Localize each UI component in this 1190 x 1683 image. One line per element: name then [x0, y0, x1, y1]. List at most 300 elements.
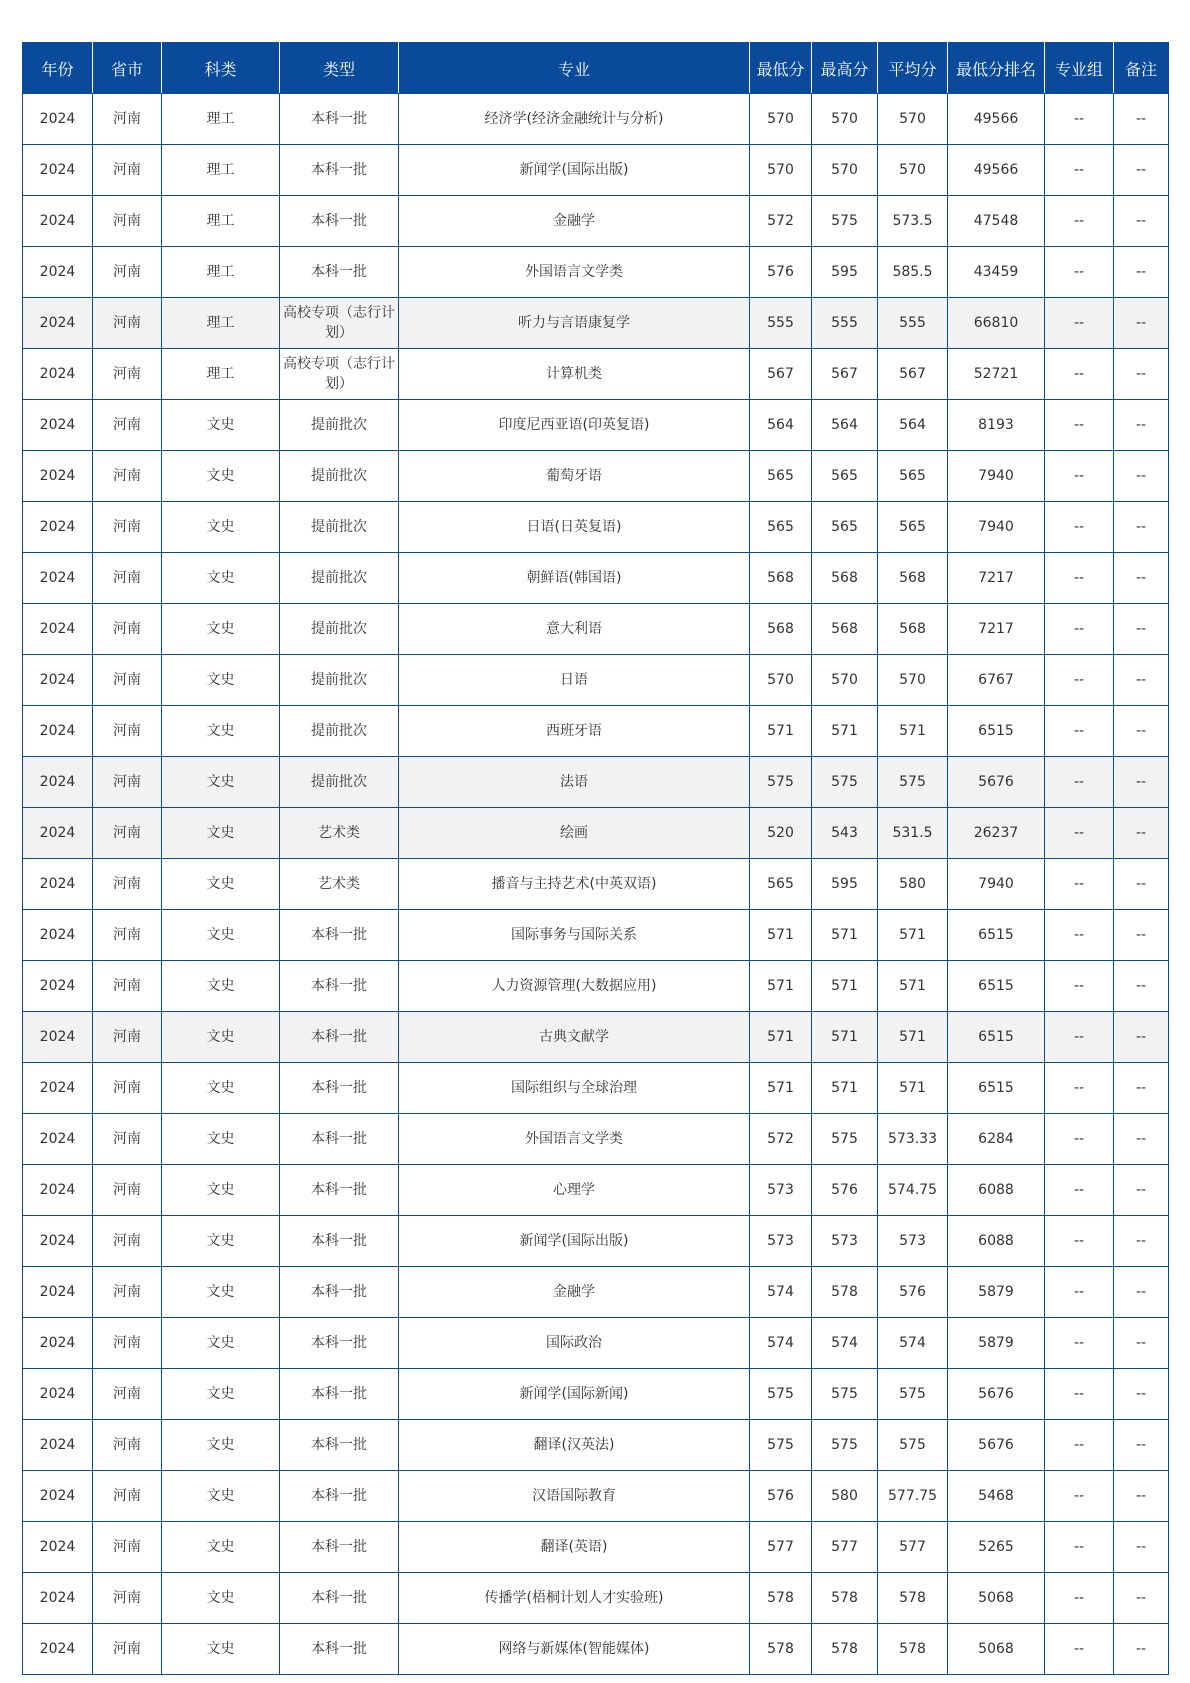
table-row — [23, 1369, 1169, 1420]
cell-min-score: 570 — [750, 94, 812, 145]
cell-note: -- — [1114, 1624, 1169, 1675]
cell-avg-score: 575 — [878, 1420, 948, 1471]
cell-min-rank: 5265 — [948, 1522, 1045, 1573]
cell-min-score: 574 — [750, 1267, 812, 1318]
cell-note: -- — [1114, 757, 1169, 808]
cell-min-rank: 43459 — [948, 247, 1045, 298]
cell-max-score: 578 — [812, 1267, 878, 1318]
cell-avg-score: 568 — [878, 604, 948, 655]
cell-type: 本科一批 — [280, 196, 399, 247]
cell-min-score: 575 — [750, 1420, 812, 1471]
cell-min-score: 555 — [750, 298, 812, 349]
cell-province: 河南 — [93, 451, 162, 502]
table-row — [23, 757, 1169, 808]
cell-major-group: -- — [1045, 961, 1114, 1012]
cell-note: -- — [1114, 502, 1169, 553]
cell-province: 河南 — [93, 1624, 162, 1675]
cell-min-score: 570 — [750, 655, 812, 706]
cell-note: -- — [1114, 1369, 1169, 1420]
cell-note: -- — [1114, 706, 1169, 757]
column-header-subject: 科类 — [162, 43, 280, 94]
cell-major-group: -- — [1045, 604, 1114, 655]
table-row — [23, 298, 1169, 349]
column-header-avg-score: 平均分 — [878, 43, 948, 94]
cell-min-score: 571 — [750, 1063, 812, 1114]
cell-min-rank: 7940 — [948, 859, 1045, 910]
cell-subject: 文史 — [162, 502, 280, 553]
cell-major: 新闻学(国际出版) — [399, 145, 750, 196]
table-row — [23, 247, 1169, 298]
cell-subject: 文史 — [162, 1471, 280, 1522]
cell-type: 本科一批 — [280, 247, 399, 298]
cell-province: 河南 — [93, 502, 162, 553]
cell-major: 听力与言语康复学 — [399, 298, 750, 349]
cell-year: 2024 — [23, 808, 93, 859]
cell-subject: 文史 — [162, 757, 280, 808]
cell-province: 河南 — [93, 1063, 162, 1114]
column-header-major: 专业 — [399, 43, 750, 94]
cell-note: -- — [1114, 1063, 1169, 1114]
cell-min-rank: 5676 — [948, 1369, 1045, 1420]
cell-min-score: 578 — [750, 1624, 812, 1675]
cell-min-rank: 5676 — [948, 1420, 1045, 1471]
table-row — [23, 1471, 1169, 1522]
cell-province: 河南 — [93, 1573, 162, 1624]
cell-province: 河南 — [93, 145, 162, 196]
cell-major: 葡萄牙语 — [399, 451, 750, 502]
cell-major: 外国语言文学类 — [399, 1114, 750, 1165]
cell-min-rank: 6088 — [948, 1216, 1045, 1267]
cell-year: 2024 — [23, 1267, 93, 1318]
cell-year: 2024 — [23, 1216, 93, 1267]
cell-year: 2024 — [23, 655, 93, 706]
cell-min-rank: 6767 — [948, 655, 1045, 706]
cell-min-score: 565 — [750, 859, 812, 910]
cell-min-rank: 8193 — [948, 400, 1045, 451]
cell-major: 外国语言文学类 — [399, 247, 750, 298]
cell-year: 2024 — [23, 553, 93, 604]
cell-min-rank: 6515 — [948, 1063, 1045, 1114]
cell-year: 2024 — [23, 859, 93, 910]
table-row — [23, 1267, 1169, 1318]
cell-major-group: -- — [1045, 298, 1114, 349]
cell-type: 本科一批 — [280, 961, 399, 1012]
cell-min-rank: 6515 — [948, 1012, 1045, 1063]
cell-avg-score: 571 — [878, 961, 948, 1012]
cell-note: -- — [1114, 859, 1169, 910]
table-body — [23, 94, 1169, 1675]
cell-province: 河南 — [93, 196, 162, 247]
cell-max-score: 575 — [812, 1420, 878, 1471]
cell-province: 河南 — [93, 961, 162, 1012]
cell-type: 提前批次 — [280, 400, 399, 451]
cell-major-group: -- — [1045, 1267, 1114, 1318]
cell-major: 计算机类 — [399, 349, 750, 400]
cell-major: 金融学 — [399, 196, 750, 247]
cell-major-group: -- — [1045, 247, 1114, 298]
cell-province: 河南 — [93, 808, 162, 859]
table-row — [23, 553, 1169, 604]
cell-subject: 文史 — [162, 859, 280, 910]
cell-avg-score: 571 — [878, 706, 948, 757]
cell-province: 河南 — [93, 1267, 162, 1318]
cell-note: -- — [1114, 604, 1169, 655]
cell-subject: 文史 — [162, 1165, 280, 1216]
cell-year: 2024 — [23, 451, 93, 502]
cell-subject: 文史 — [162, 553, 280, 604]
column-header-max-score: 最高分 — [812, 43, 878, 94]
cell-avg-score: 576 — [878, 1267, 948, 1318]
cell-year: 2024 — [23, 298, 93, 349]
column-header-province: 省市 — [93, 43, 162, 94]
cell-major-group: -- — [1045, 1216, 1114, 1267]
cell-type: 本科一批 — [280, 1471, 399, 1522]
cell-avg-score: 574.75 — [878, 1165, 948, 1216]
table-row — [23, 706, 1169, 757]
cell-max-score: 568 — [812, 604, 878, 655]
cell-subject: 文史 — [162, 1420, 280, 1471]
cell-province: 河南 — [93, 1165, 162, 1216]
column-header-year: 年份 — [23, 43, 93, 94]
cell-min-score: 571 — [750, 910, 812, 961]
table-row — [23, 1216, 1169, 1267]
cell-max-score: 555 — [812, 298, 878, 349]
cell-max-score: 573 — [812, 1216, 878, 1267]
cell-max-score: 575 — [812, 196, 878, 247]
cell-note: -- — [1114, 1420, 1169, 1471]
table-row — [23, 502, 1169, 553]
cell-year: 2024 — [23, 502, 93, 553]
cell-min-rank: 5068 — [948, 1624, 1045, 1675]
cell-year: 2024 — [23, 910, 93, 961]
cell-min-score: 568 — [750, 604, 812, 655]
cell-major: 意大利语 — [399, 604, 750, 655]
cell-avg-score: 573.33 — [878, 1114, 948, 1165]
cell-min-rank: 7940 — [948, 502, 1045, 553]
cell-year: 2024 — [23, 400, 93, 451]
cell-subject: 文史 — [162, 1063, 280, 1114]
table-row — [23, 655, 1169, 706]
cell-major: 日语 — [399, 655, 750, 706]
cell-avg-score: 578 — [878, 1624, 948, 1675]
cell-avg-score: 577 — [878, 1522, 948, 1573]
table-row — [23, 1624, 1169, 1675]
cell-subject: 文史 — [162, 1012, 280, 1063]
cell-avg-score: 574 — [878, 1318, 948, 1369]
cell-min-score: 574 — [750, 1318, 812, 1369]
cell-year: 2024 — [23, 1114, 93, 1165]
cell-type: 本科一批 — [280, 1420, 399, 1471]
cell-type: 本科一批 — [280, 1165, 399, 1216]
cell-min-score: 567 — [750, 349, 812, 400]
cell-major-group: -- — [1045, 1624, 1114, 1675]
cell-type: 本科一批 — [280, 145, 399, 196]
cell-province: 河南 — [93, 757, 162, 808]
cell-year: 2024 — [23, 145, 93, 196]
cell-min-score: 576 — [750, 1471, 812, 1522]
cell-type: 提前批次 — [280, 553, 399, 604]
cell-year: 2024 — [23, 1063, 93, 1114]
cell-note: -- — [1114, 1012, 1169, 1063]
cell-year: 2024 — [23, 1318, 93, 1369]
cell-max-score: 571 — [812, 706, 878, 757]
admission-score-table — [22, 42, 1169, 1675]
cell-major: 西班牙语 — [399, 706, 750, 757]
table-row — [23, 910, 1169, 961]
cell-max-score: 575 — [812, 1369, 878, 1420]
cell-min-score: 571 — [750, 1012, 812, 1063]
cell-major-group: -- — [1045, 757, 1114, 808]
cell-province: 河南 — [93, 298, 162, 349]
cell-province: 河南 — [93, 1012, 162, 1063]
cell-max-score: 595 — [812, 247, 878, 298]
cell-subject: 文史 — [162, 1216, 280, 1267]
cell-major-group: -- — [1045, 1471, 1114, 1522]
cell-avg-score: 555 — [878, 298, 948, 349]
cell-province: 河南 — [93, 247, 162, 298]
cell-min-rank: 7940 — [948, 451, 1045, 502]
cell-max-score: 574 — [812, 1318, 878, 1369]
admission-score-table-container — [22, 42, 1168, 1675]
cell-note: -- — [1114, 400, 1169, 451]
cell-note: -- — [1114, 1318, 1169, 1369]
cell-type: 高校专项（志行计划） — [280, 349, 399, 400]
cell-type: 本科一批 — [280, 1267, 399, 1318]
cell-type: 本科一批 — [280, 1063, 399, 1114]
cell-year: 2024 — [23, 1624, 93, 1675]
cell-note: -- — [1114, 1165, 1169, 1216]
cell-type: 提前批次 — [280, 502, 399, 553]
column-header-min-score: 最低分 — [750, 43, 812, 94]
cell-major-group: -- — [1045, 145, 1114, 196]
cell-note: -- — [1114, 808, 1169, 859]
table-row — [23, 1573, 1169, 1624]
cell-min-rank: 6515 — [948, 910, 1045, 961]
column-header-min-rank: 最低分排名 — [948, 43, 1045, 94]
column-header-note: 备注 — [1114, 43, 1169, 94]
table-header — [23, 43, 1169, 94]
table-row — [23, 808, 1169, 859]
cell-subject: 文史 — [162, 1114, 280, 1165]
cell-max-score: 571 — [812, 1063, 878, 1114]
cell-min-rank: 7217 — [948, 553, 1045, 604]
cell-major-group: -- — [1045, 1114, 1114, 1165]
cell-note: -- — [1114, 1216, 1169, 1267]
table-row — [23, 400, 1169, 451]
cell-max-score: 571 — [812, 961, 878, 1012]
cell-major-group: -- — [1045, 1318, 1114, 1369]
cell-min-score: 571 — [750, 706, 812, 757]
cell-min-score: 565 — [750, 502, 812, 553]
cell-province: 河南 — [93, 553, 162, 604]
cell-min-score: 568 — [750, 553, 812, 604]
cell-subject: 文史 — [162, 706, 280, 757]
cell-min-rank: 6515 — [948, 706, 1045, 757]
cell-major: 经济学(经济金融统计与分析) — [399, 94, 750, 145]
cell-province: 河南 — [93, 1216, 162, 1267]
cell-min-rank: 66810 — [948, 298, 1045, 349]
cell-subject: 文史 — [162, 451, 280, 502]
cell-subject: 理工 — [162, 298, 280, 349]
cell-max-score: 571 — [812, 910, 878, 961]
cell-major-group: -- — [1045, 808, 1114, 859]
cell-subject: 文史 — [162, 655, 280, 706]
cell-max-score: 570 — [812, 145, 878, 196]
cell-min-score: 578 — [750, 1573, 812, 1624]
cell-major-group: -- — [1045, 1420, 1114, 1471]
cell-province: 河南 — [93, 1318, 162, 1369]
cell-note: -- — [1114, 94, 1169, 145]
cell-avg-score: 573 — [878, 1216, 948, 1267]
cell-major-group: -- — [1045, 1573, 1114, 1624]
cell-subject: 理工 — [162, 247, 280, 298]
cell-major-group: -- — [1045, 1165, 1114, 1216]
cell-province: 河南 — [93, 1522, 162, 1573]
cell-max-score: 595 — [812, 859, 878, 910]
cell-min-rank: 47548 — [948, 196, 1045, 247]
cell-year: 2024 — [23, 1369, 93, 1420]
cell-note: -- — [1114, 298, 1169, 349]
cell-major-group: -- — [1045, 859, 1114, 910]
cell-max-score: 577 — [812, 1522, 878, 1573]
table-row — [23, 1063, 1169, 1114]
table-row — [23, 196, 1169, 247]
cell-avg-score: 570 — [878, 655, 948, 706]
cell-min-rank: 5879 — [948, 1267, 1045, 1318]
cell-min-rank: 52721 — [948, 349, 1045, 400]
cell-min-rank: 5879 — [948, 1318, 1045, 1369]
cell-min-score: 572 — [750, 196, 812, 247]
cell-major-group: -- — [1045, 553, 1114, 604]
cell-note: -- — [1114, 1471, 1169, 1522]
cell-province: 河南 — [93, 349, 162, 400]
cell-major: 翻译(英语) — [399, 1522, 750, 1573]
cell-major: 绘画 — [399, 808, 750, 859]
cell-major: 国际政治 — [399, 1318, 750, 1369]
cell-min-score: 520 — [750, 808, 812, 859]
cell-note: -- — [1114, 145, 1169, 196]
cell-avg-score: 571 — [878, 1063, 948, 1114]
cell-province: 河南 — [93, 400, 162, 451]
cell-major-group: -- — [1045, 1063, 1114, 1114]
cell-major: 新闻学(国际新闻) — [399, 1369, 750, 1420]
table-row — [23, 1420, 1169, 1471]
cell-max-score: 575 — [812, 757, 878, 808]
cell-major: 网络与新媒体(智能媒体) — [399, 1624, 750, 1675]
cell-min-score: 573 — [750, 1216, 812, 1267]
cell-min-score: 572 — [750, 1114, 812, 1165]
cell-min-score: 570 — [750, 145, 812, 196]
cell-min-score: 565 — [750, 451, 812, 502]
cell-note: -- — [1114, 1573, 1169, 1624]
cell-min-rank: 7217 — [948, 604, 1045, 655]
cell-year: 2024 — [23, 1471, 93, 1522]
cell-max-score: 570 — [812, 655, 878, 706]
cell-max-score: 576 — [812, 1165, 878, 1216]
cell-subject: 文史 — [162, 1267, 280, 1318]
cell-major: 传播学(梧桐计划人才实验班) — [399, 1573, 750, 1624]
cell-year: 2024 — [23, 94, 93, 145]
table-row — [23, 94, 1169, 145]
cell-min-score: 575 — [750, 757, 812, 808]
cell-province: 河南 — [93, 859, 162, 910]
cell-year: 2024 — [23, 604, 93, 655]
cell-province: 河南 — [93, 1114, 162, 1165]
cell-subject: 文史 — [162, 604, 280, 655]
cell-avg-score: 573.5 — [878, 196, 948, 247]
cell-major: 播音与主持艺术(中英双语) — [399, 859, 750, 910]
cell-avg-score: 575 — [878, 757, 948, 808]
column-header-type: 类型 — [280, 43, 399, 94]
cell-max-score: 570 — [812, 94, 878, 145]
cell-min-rank: 6515 — [948, 961, 1045, 1012]
cell-province: 河南 — [93, 655, 162, 706]
cell-major-group: -- — [1045, 1522, 1114, 1573]
cell-avg-score: 571 — [878, 1012, 948, 1063]
cell-avg-score: 570 — [878, 145, 948, 196]
cell-type: 本科一批 — [280, 910, 399, 961]
cell-note: -- — [1114, 247, 1169, 298]
cell-type: 本科一批 — [280, 1216, 399, 1267]
cell-type: 艺术类 — [280, 808, 399, 859]
cell-major: 古典文献学 — [399, 1012, 750, 1063]
cell-province: 河南 — [93, 94, 162, 145]
cell-avg-score: 571 — [878, 910, 948, 961]
cell-min-rank: 6088 — [948, 1165, 1045, 1216]
cell-max-score: 567 — [812, 349, 878, 400]
cell-major: 翻译(汉英法) — [399, 1420, 750, 1471]
cell-major-group: -- — [1045, 400, 1114, 451]
cell-major: 国际事务与国际关系 — [399, 910, 750, 961]
cell-max-score: 575 — [812, 1114, 878, 1165]
cell-note: -- — [1114, 1114, 1169, 1165]
cell-min-score: 571 — [750, 961, 812, 1012]
cell-province: 河南 — [93, 706, 162, 757]
cell-major-group: -- — [1045, 349, 1114, 400]
cell-major: 新闻学(国际出版) — [399, 1216, 750, 1267]
cell-type: 本科一批 — [280, 1624, 399, 1675]
cell-note: -- — [1114, 1267, 1169, 1318]
cell-note: -- — [1114, 451, 1169, 502]
cell-major: 汉语国际教育 — [399, 1471, 750, 1522]
cell-year: 2024 — [23, 1420, 93, 1471]
table-row — [23, 1114, 1169, 1165]
cell-max-score: 564 — [812, 400, 878, 451]
cell-major: 人力资源管理(大数据应用) — [399, 961, 750, 1012]
cell-min-rank: 5068 — [948, 1573, 1045, 1624]
cell-subject: 文史 — [162, 808, 280, 859]
table-row — [23, 451, 1169, 502]
cell-year: 2024 — [23, 196, 93, 247]
cell-max-score: 578 — [812, 1573, 878, 1624]
table-row — [23, 604, 1169, 655]
cell-type: 提前批次 — [280, 451, 399, 502]
cell-max-score: 578 — [812, 1624, 878, 1675]
cell-year: 2024 — [23, 247, 93, 298]
cell-avg-score: 577.75 — [878, 1471, 948, 1522]
cell-min-score: 576 — [750, 247, 812, 298]
cell-avg-score: 568 — [878, 553, 948, 604]
table-row — [23, 859, 1169, 910]
cell-avg-score: 531.5 — [878, 808, 948, 859]
cell-subject: 文史 — [162, 1522, 280, 1573]
cell-province: 河南 — [93, 1471, 162, 1522]
cell-avg-score: 578 — [878, 1573, 948, 1624]
cell-max-score: 543 — [812, 808, 878, 859]
cell-min-score: 573 — [750, 1165, 812, 1216]
cell-major-group: -- — [1045, 196, 1114, 247]
cell-type: 本科一批 — [280, 1012, 399, 1063]
